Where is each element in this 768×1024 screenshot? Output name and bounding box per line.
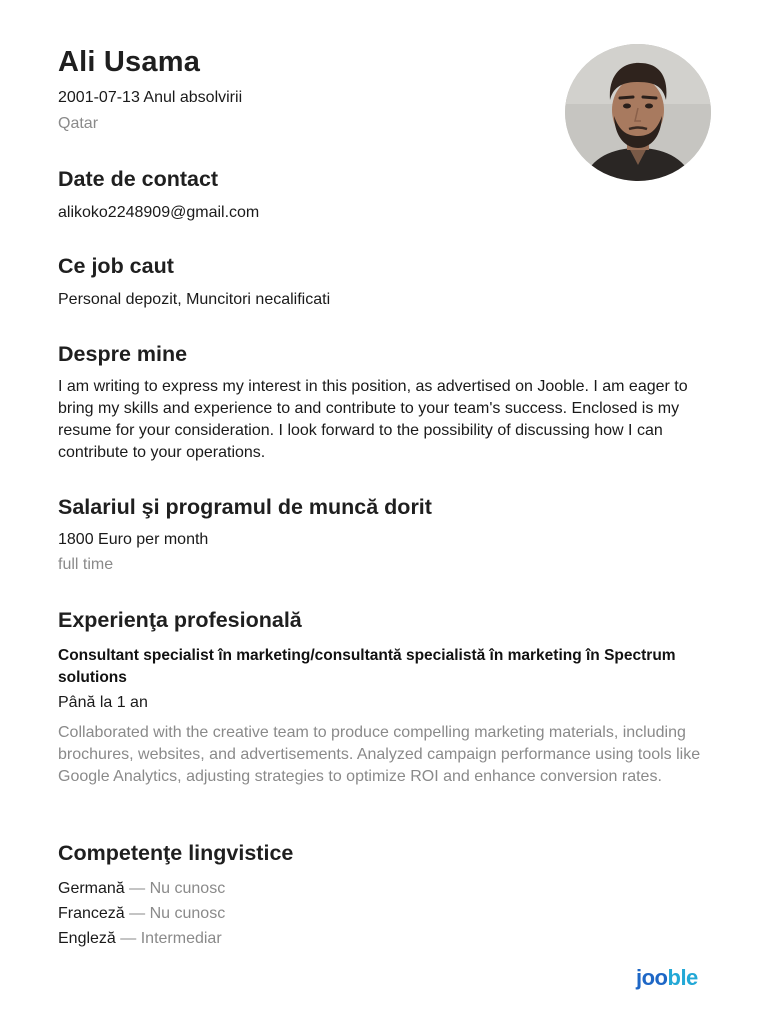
contact-heading: Date de contact (58, 167, 219, 191)
languages-section (58, 839, 708, 951)
language-separator: — (129, 905, 150, 922)
language-name: Engleză (58, 930, 116, 947)
languages-list (58, 876, 708, 951)
language-level: Nu cunosc (149, 905, 226, 922)
language-name: Germană (58, 880, 125, 897)
brand-part-1: joo (636, 965, 668, 990)
salary-amount: 1800 Euro per month (58, 531, 209, 548)
profile-header (58, 44, 538, 134)
language-level: Intermediar (140, 930, 222, 947)
about-text: I am writing to express my interest in this position, as advertised on Jooble. I am eager to bring my skills and experience to and contribute to your team's success. Enclosed is my resume for your consideration. I look forward to the possibility of discussing how I can contribute to your operations. (58, 378, 688, 461)
language-row (58, 926, 708, 951)
about-heading: Despre mine (58, 342, 188, 366)
job-search-section (58, 252, 708, 311)
language-row (58, 901, 708, 926)
language-row (58, 876, 708, 901)
work-schedule: full time (58, 556, 114, 573)
experience-heading: Experienţa profesională (58, 608, 302, 632)
avatar (565, 44, 711, 181)
salary-heading: Salariul şi programul de muncă dorit (58, 495, 432, 519)
candidate-name: Ali Usama (58, 46, 201, 78)
language-separator: — (129, 880, 150, 897)
experience-section (58, 606, 708, 788)
desired-positions: Personal depozit, Muncitori necalificati (58, 291, 331, 308)
language-separator: — (120, 930, 141, 947)
experience-duration: Până la 1 an (58, 694, 148, 711)
job-search-heading: Ce job caut (58, 254, 174, 278)
brand-part-2: ble (667, 965, 698, 990)
contact-section (58, 165, 708, 224)
salary-section (58, 493, 708, 576)
experience-description: Collaborated with the creative team to produce compelling marketing materials, including brochures, websites, and advertisements. Analyzed campaign performance using tools like Google Analytics, adjusting strategies to optimize ROI and enhance conversion rates. (58, 724, 701, 785)
language-level: Nu cunosc (149, 880, 226, 897)
location: Qatar (58, 115, 99, 132)
languages-heading: Competenţe lingvistice (58, 841, 294, 865)
jooble-logo-icon[interactable] (636, 962, 698, 994)
experience-position: Consultant specialist în marketing/consultantă specialistă în marketing în Spectrum solutions (58, 647, 676, 686)
language-name: Franceză (58, 905, 125, 922)
profile-photo-icon (565, 44, 711, 181)
about-section (58, 340, 708, 464)
birth-date-line: 2001-07-13 Anul absolvirii (58, 89, 243, 106)
contact-email[interactable]: alikoko2248909@gmail.com (58, 204, 260, 221)
